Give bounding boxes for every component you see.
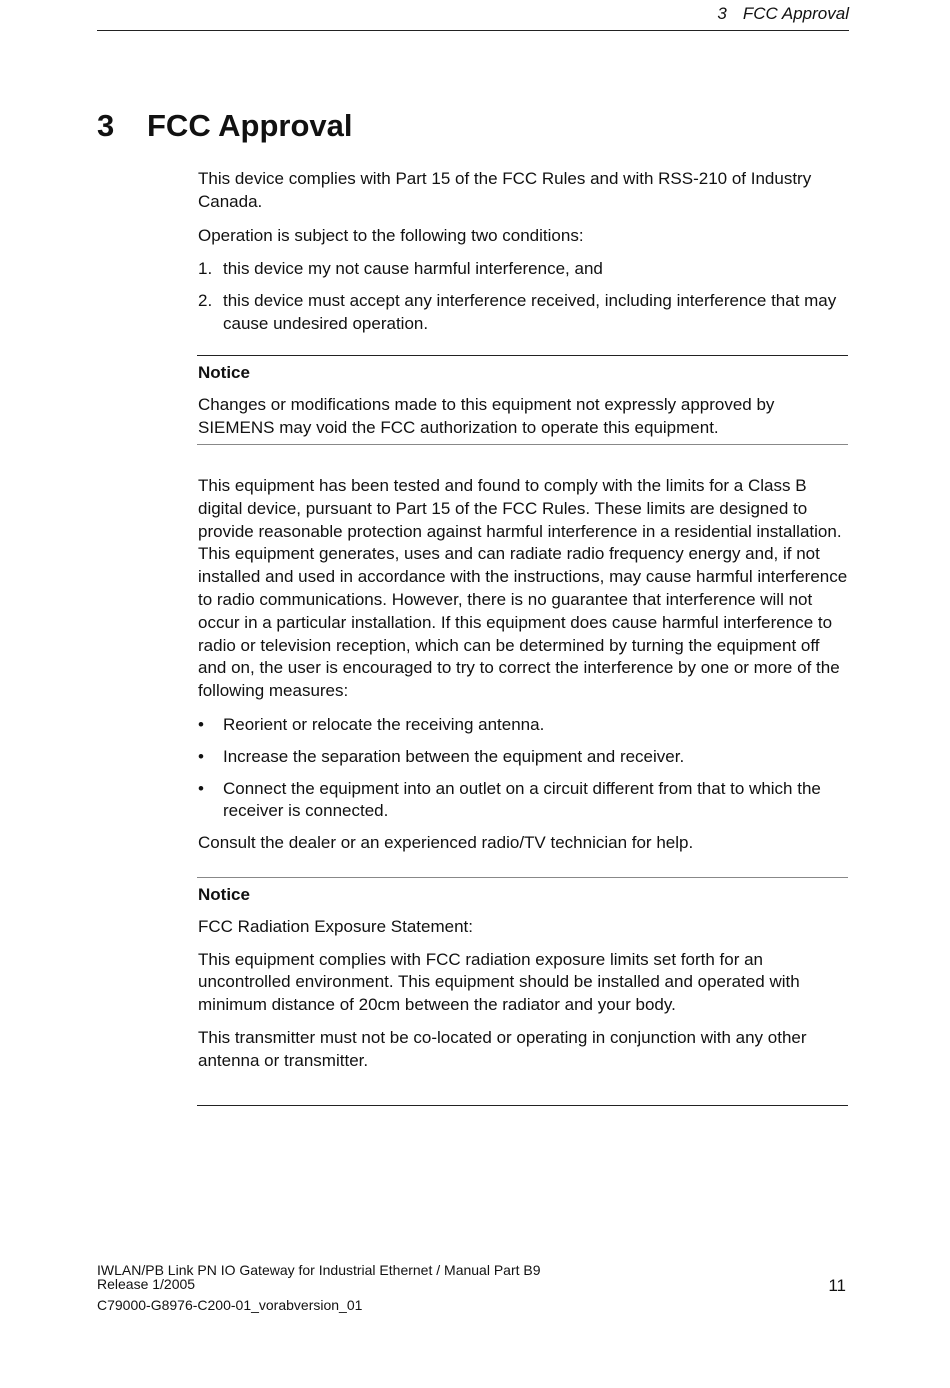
notice-paragraph: This transmitter must not be co-located or operating in conjunction with any other antenna or transmitter. — [198, 1027, 807, 1070]
notice-paragraph: This equipment complies with FCC radiation exposure limits set forth for an uncontrolled environment. This equipment should be installed and operated with minimum distance of 20cm between the radiator and your body. — [198, 949, 800, 1015]
bullet-marker: • — [198, 746, 204, 766]
measure-item — [198, 714, 850, 737]
running-header — [97, 4, 849, 31]
bullet-marker: • — [198, 778, 204, 798]
condition-marker: 1. — [198, 259, 213, 279]
compliance-paragraph: This equipment has been tested and found to comply with the limits for a Class B digital device, pursuant to Part 15 of the FCC Rules. These limits are designed to provide reasonable protection against harmful interference in a residential installation. This equipment generates, uses and can radiate radio frequency energy and, if not installed and used in accordance with the instructions, may cause harmful interference to radio communications. However, there is no guarantee that interference will not occur in a particular installation. If this equipment does cause harmful interference to radio or television reception, which can be determined by turning the equipment off and on, the user is encouraged to try to correct the interference by one or more of the following measures: — [198, 476, 848, 701]
footer-manual-title: IWLAN/PB Link PN IO Gateway for Industrial Ethernet / Manual Part B9 — [97, 1262, 541, 1278]
condition-item — [198, 290, 850, 336]
intro-section — [198, 168, 850, 336]
header-chapter-number: 3 — [717, 4, 727, 23]
bullet-marker: • — [198, 714, 204, 734]
intro-paragraph-1: This device complies with Part 15 of the FCC Rules and with RSS-210 of Industry Canada. — [198, 169, 812, 211]
footer-release: Release 1/2005 — [97, 1276, 196, 1292]
measure-item — [198, 778, 850, 824]
page-title — [97, 106, 353, 146]
condition-text: this device must accept any interference received, including interference that may cause undesired operation. — [223, 291, 837, 333]
header-chapter-title: FCC Approval — [742, 4, 849, 23]
condition-text: this device my not cause harmful interference, and — [223, 259, 603, 279]
notice-title: Notice — [198, 885, 250, 904]
measure-text: Connect the equipment into an outlet on a circuit different from that to which the receiver is connected. — [223, 778, 821, 821]
notice-text: Changes or modifications made to this equipment not expressly approved by SIEMENS may void the FCC authorization to operate this equipment. — [198, 394, 775, 437]
title-number: 3 — [97, 108, 115, 143]
page-number: 11 — [828, 1276, 846, 1295]
intro-paragraph-2: Operation is subject to the following two conditions: — [198, 225, 584, 245]
measure-item — [198, 746, 850, 769]
title-text: FCC Approval — [147, 108, 353, 143]
notice-title: Notice — [198, 363, 250, 382]
notice-subtitle: FCC Radiation Exposure Statement: — [198, 916, 473, 936]
notice-box-modifications — [197, 355, 848, 445]
notice-box-radiation — [197, 877, 848, 1106]
condition-item — [198, 258, 850, 281]
consult-paragraph: Consult the dealer or an experienced radio/TV technician for help. — [198, 833, 694, 853]
measure-text: Reorient or relocate the receiving antenna. — [223, 714, 545, 734]
condition-marker: 2. — [198, 291, 213, 311]
measure-text: Increase the separation between the equipment and receiver. — [223, 746, 685, 766]
compliance-section — [198, 475, 850, 855]
footer-document-number: C79000-G8976-C200-01_vorabversion_01 — [97, 1297, 363, 1313]
